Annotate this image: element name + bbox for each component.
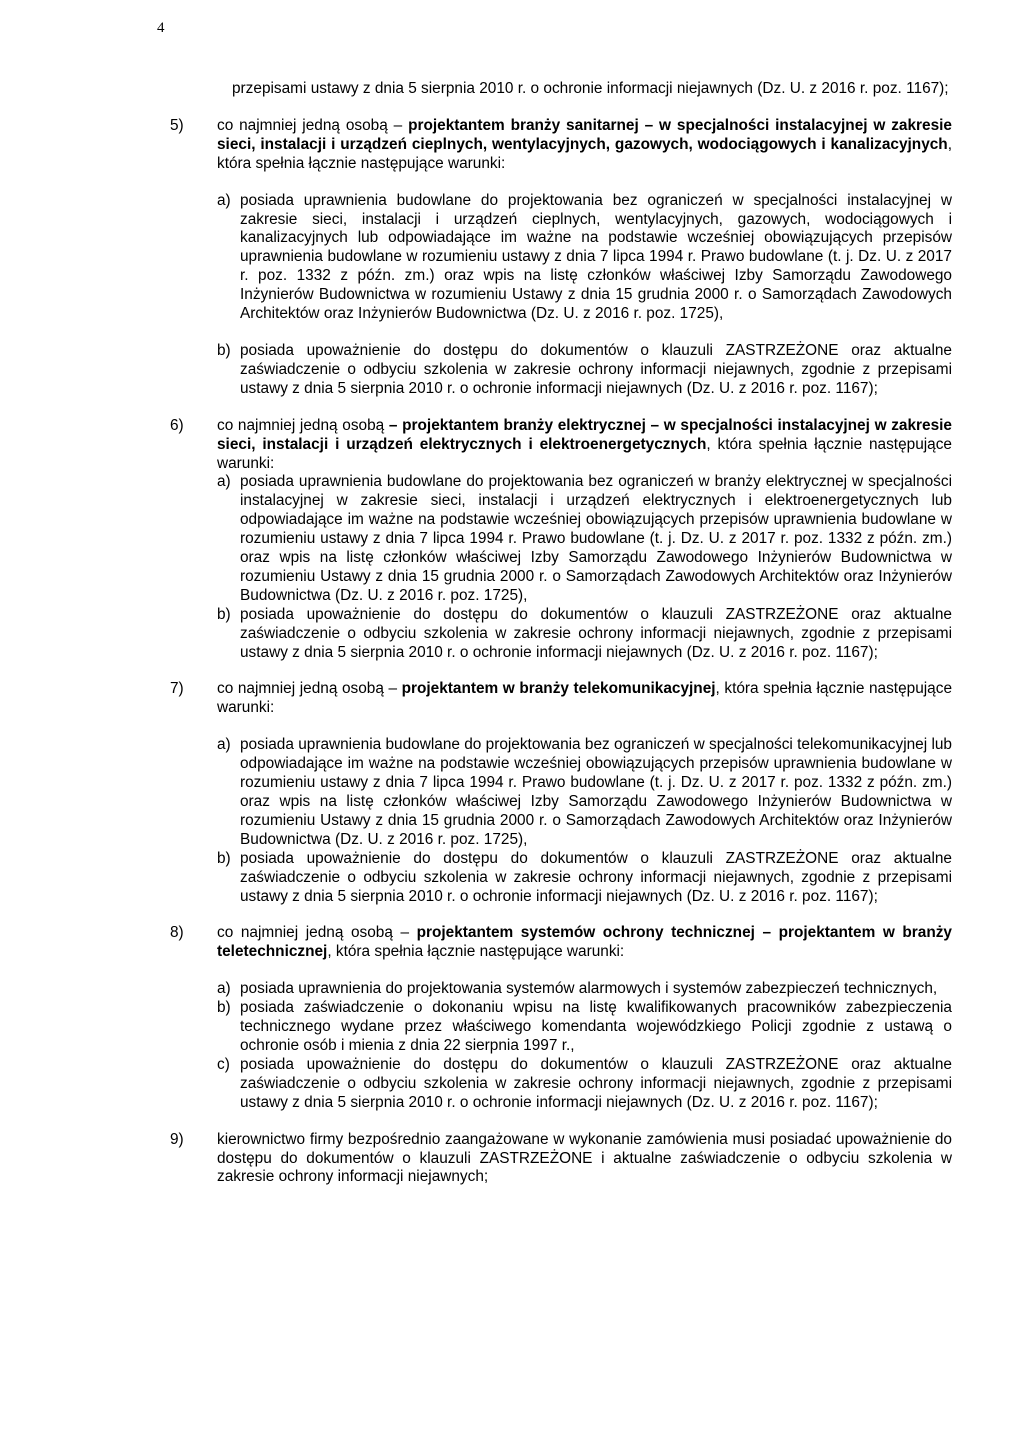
item-intro — [217, 680, 952, 718]
item-intro: kierownictwo firmy bezpośrednio zaangażowane w wykonanie zamówienia musi posiadać upoważnienie do dostępu do dokumentów o klauzuli ZASTRZEŻONE i aktualne zaświadczenie o odbyciu szkolenia w zakresie ochrony informacji niejawnych; — [217, 1130, 952, 1186]
sub-item-label: b) — [217, 341, 231, 359]
sub-item-label: a) — [217, 980, 231, 998]
document-body — [170, 80, 952, 1187]
intro-text: co najmniej jedną osobą – — [217, 680, 402, 698]
intro-text: co najmniej jedną osobą — [217, 416, 389, 434]
sub-item-label: b) — [217, 849, 231, 867]
sub-item — [217, 473, 952, 605]
sub-item-text: posiada zaświadczenie o dokonaniu wpisu na listę kwalifikowanych pracowników zabezpieczenia technicznego wydane przez właściwego komendanta wojewódzkiego Policji zgodnie z ustawą o ochronie osób i mienia z dnia 22 sierpnia 1997 r., — [240, 999, 952, 1054]
sub-item-label: a) — [217, 473, 231, 491]
sub-item-text: posiada uprawnienia do projektowania systemów alarmowych i systemów zabezpieczeń technicznych, — [240, 980, 938, 998]
item-number: 7) — [170, 680, 184, 698]
list-item — [170, 117, 952, 399]
item-number: 5) — [170, 116, 184, 134]
sub-item — [217, 999, 952, 1056]
list-item — [170, 417, 952, 663]
item-intro — [217, 417, 952, 474]
intro-text: co najmniej jedną osobą – — [217, 116, 409, 134]
item-number: 9) — [170, 1130, 184, 1148]
sub-item — [217, 980, 952, 999]
sub-item-text: posiada upoważnienie do dostępu do dokumentów o klauzuli ZASTRZEŻONE oraz aktualne zaświadczenie o odbyciu szkolenia w zakresie ochrony informacji niejawnych, zgodnie z przepisami ustawy z dnia 5 sierpnia 2010 r. o ochronie informacji niejawnych (Dz. U. z 2016 r. poz. 1167); — [240, 341, 952, 397]
intro-bold-text: – projektantem branży elektrycznej – w specjalności instalacyjnej w zakresie sieci, instalacji i urządzeń elektrycznych i elektroenergetycznych — [217, 416, 952, 453]
sub-item — [217, 606, 952, 663]
sub-item-label: a) — [217, 191, 231, 209]
intro-text: , która spełnia łącznie następujące warunki: — [327, 943, 625, 961]
sub-item-label: b) — [217, 605, 231, 623]
sub-item-text: posiada upoważnienie do dostępu do dokumentów o klauzuli ZASTRZEŻONE oraz aktualne zaświadczenie o odbyciu szkolenia w zakresie ochrony informacji niejawnych, zgodnie z przepisami ustawy z dnia 5 sierpnia 2010 r. o ochronie informacji niejawnych (Dz. U. z 2016 r. poz. 1167); — [240, 849, 952, 905]
sub-item-text: posiada uprawnienia budowlane do projektowania bez ograniczeń w specjalności instalacyjnej w zakresie sieci, instalacji i urządzeń cieplnych, wentylacyjnych, gazowych, wodociągowych i kanalizacyjnych lub odpowiadające im ważne na podstawie wcześniej obowiązujących przepisów uprawnienia budowlane w rozumieniu ustawy z dnia 7 lipca 1994 r. Prawo budowlane (t. j. Dz. U. z 2017 r. poz. 1332 z późn. zm.) oraz wpis na listę członków właściwej Izby Samorządu Zawodowego Inżynierów Budownictwa w rozumieniu Ustawy z dnia 15 grudnia 2000 r. o Samorządach Zawodowych Architektów oraz Inżynierów Budownictwa (Dz. U. z 2016 r. poz. 1725), — [240, 191, 952, 323]
intro-bold-text: projektantem branży sanitarnej – w specjalności instalacyjnej w zakresie sieci, instalacji i urządzeń cieplnych, wentylacyjnych, gazowych, wodociągowych i kanalizacyjnych — [217, 116, 952, 153]
page-number: 4 — [157, 20, 165, 36]
sub-item-label: c) — [217, 1055, 230, 1073]
intro-text: co najmniej jedną osobą – — [217, 924, 417, 942]
item-intro — [217, 117, 952, 174]
list-item — [170, 1131, 952, 1188]
continuation-text: przepisami ustawy z dnia 5 sierpnia 2010 r. o ochronie informacji niejawnych (Dz. U. z 2016 r. poz. 1167); — [232, 80, 949, 97]
sub-item-text: posiada uprawnienia budowlane do projektowania bez ograniczeń w branży elektrycznej w specjalności instalacyjnej w zakresie sieci, instalacji i urządzeń elektrycznych i elektroenergetycznych lub odpowiadające im ważne na podstawie wcześniej obowiązujących przepisów uprawnienia budowlane w rozumieniu ustawy z dnia 7 lipca 1994 r. Prawo budowlane (t. j. Dz. U. z 2017 r. poz. 1332 z późn. zm.) oraz wpis na listę członków właściwej Izby Samorządu Zawodowego Inżynierów Budownictwa w rozumieniu Ustawy z dnia 15 grudnia 2000 r. o Samorządach Zawodowych Architektów oraz Inżynierów Budownictwa (Dz. U. z 2016 r. poz. 1725), — [240, 473, 952, 604]
sub-item — [217, 192, 952, 324]
sub-item-text: posiada upoważnienie do dostępu do dokumentów o klauzuli ZASTRZEŻONE oraz aktualne zaświadczenie o odbyciu szkolenia w zakresie ochrony informacji niejawnych, zgodnie z przepisami ustawy z dnia 5 sierpnia 2010 r. o ochronie informacji niejawnych (Dz. U. z 2016 r. poz. 1167); — [240, 1055, 952, 1111]
intro-text: , która spełnia łącznie następujące warunki: — [217, 435, 952, 472]
sub-item — [217, 1056, 952, 1113]
intro-bold-text: projektantem w branży telekomunikacyjnej — [401, 680, 716, 698]
list-item — [170, 680, 952, 906]
item-number: 6) — [170, 416, 184, 434]
sub-item-label: a) — [217, 736, 231, 754]
sub-item — [217, 850, 952, 907]
item-intro — [217, 924, 952, 962]
sub-item — [217, 736, 952, 849]
sub-item-text: posiada uprawnienia budowlane do projektowania bez ograniczeń w specjalności telekomunikacyjnej lub odpowiadające im ważne na podstawie wcześniej obowiązujących przepisów uprawnienia budowlane w rozumieniu ustawy z dnia 7 lipca 1994 r. Prawo budowlane (t. j. Dz. U. z 2017 r. poz. 1332 z późn. zm.) oraz wpis na listę członków właściwej Izby Samorządu Zawodowego Inżynierów Budownictwa w rozumieniu Ustawy z dnia 15 grudnia 2000 r. o Samorządach Zawodowych Architektów oraz Inżynierów Budownictwa (Dz. U. z 2016 r. poz. 1725), — [240, 736, 952, 848]
sub-item-label: b) — [217, 999, 231, 1017]
sub-item — [217, 342, 952, 399]
item-number: 8) — [170, 924, 184, 942]
intro-text: , która spełnia łącznie następujące warunki: — [217, 135, 952, 172]
list-item — [170, 924, 952, 1112]
sub-item-text: posiada upoważnienie do dostępu do dokumentów o klauzuli ZASTRZEŻONE oraz aktualne zaświadczenie o odbyciu szkolenia w zakresie ochrony informacji niejawnych, zgodnie z przepisami ustawy z dnia 5 sierpnia 2010 r. o ochronie informacji niejawnych (Dz. U. z 2016 r. poz. 1167); — [240, 605, 952, 661]
intro-bold-text: projektantem systemów ochrony technicznej – projektantem w branży teletechnicznej — [217, 924, 952, 961]
intro-text: , która spełnia łącznie następujące warunki: — [217, 680, 952, 717]
